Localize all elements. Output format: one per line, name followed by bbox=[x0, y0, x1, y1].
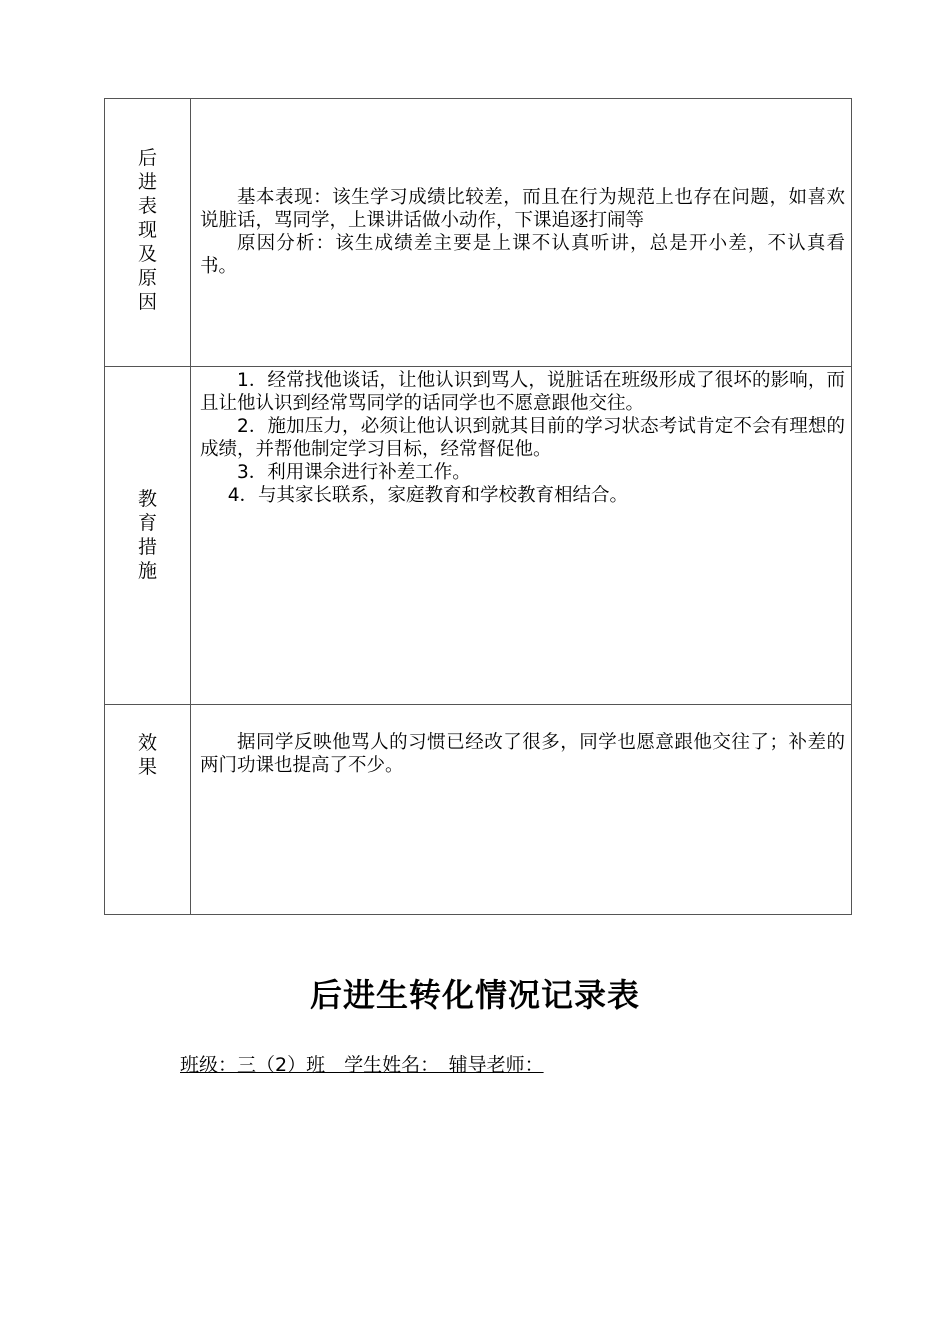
label-cell-performance bbox=[105, 99, 191, 367]
paragraph-cause-analysis: 原因分析：该生成绩差主要是上课不认真听讲，总是开小差，不认真看书。 bbox=[200, 233, 845, 277]
label-char: 原 bbox=[137, 267, 157, 289]
record-table bbox=[104, 98, 852, 915]
paragraph-measure-3: 3．利用课余进行补差工作。 bbox=[237, 462, 471, 483]
content-cell-performance bbox=[191, 99, 852, 367]
table-row-performance bbox=[105, 99, 852, 367]
table-row-effect bbox=[105, 705, 852, 915]
student-info-line: 班级：三（2）班 学生姓名： 辅导老师： bbox=[180, 1054, 544, 1076]
label-char: 果 bbox=[137, 756, 157, 778]
label-char: 表 bbox=[137, 195, 157, 217]
label-char: 现 bbox=[137, 219, 157, 241]
label-cell-effect bbox=[105, 705, 191, 915]
page-title: 后进生转化情况记录表 bbox=[309, 976, 640, 1014]
label-char: 教 bbox=[137, 488, 157, 510]
table-row-measures bbox=[105, 367, 852, 705]
paragraph-measure-2: 2．施加压力，必须让他认识到就其目前的学习状态考试肯定不会有理想的成绩，并帮他制定学习目标，经常督促他。 bbox=[200, 416, 845, 460]
label-cell-measures bbox=[105, 367, 191, 705]
paragraph-basic-performance: 基本表现：该生学习成绩比较差，而且在行为规范上也存在问题，如喜欢说脏话，骂同学，上课讲话做小动作，下课追逐打闹等 bbox=[200, 187, 845, 231]
label-char: 进 bbox=[137, 171, 157, 193]
label-char: 后 bbox=[137, 147, 157, 169]
paragraph-measure-1: 1．经常找他谈话，让他认识到骂人，说脏话在班级形成了很坏的影响，而且让他认识到经常骂同学的话同学也不愿意跟他交往。 bbox=[200, 370, 845, 414]
content-cell-measures bbox=[191, 367, 852, 705]
label-char: 措 bbox=[137, 536, 157, 558]
vertical-label-effect bbox=[105, 731, 190, 779]
label-char: 因 bbox=[137, 291, 157, 313]
label-char: 育 bbox=[137, 512, 157, 534]
content-cell-effect bbox=[191, 705, 852, 915]
paragraph-effect: 据同学反映他骂人的习惯已经改了很多，同学也愿意跟他交往了；补差的两门功课也提高了不少。 bbox=[200, 732, 845, 776]
vertical-label-performance bbox=[105, 146, 190, 314]
label-char: 及 bbox=[137, 243, 157, 265]
label-char: 施 bbox=[137, 560, 157, 582]
paragraph-measure-4: 4．与其家长联系，家庭教育和学校教育相结合。 bbox=[227, 485, 629, 506]
label-char: 效 bbox=[137, 732, 157, 754]
vertical-label-measures bbox=[105, 487, 190, 583]
